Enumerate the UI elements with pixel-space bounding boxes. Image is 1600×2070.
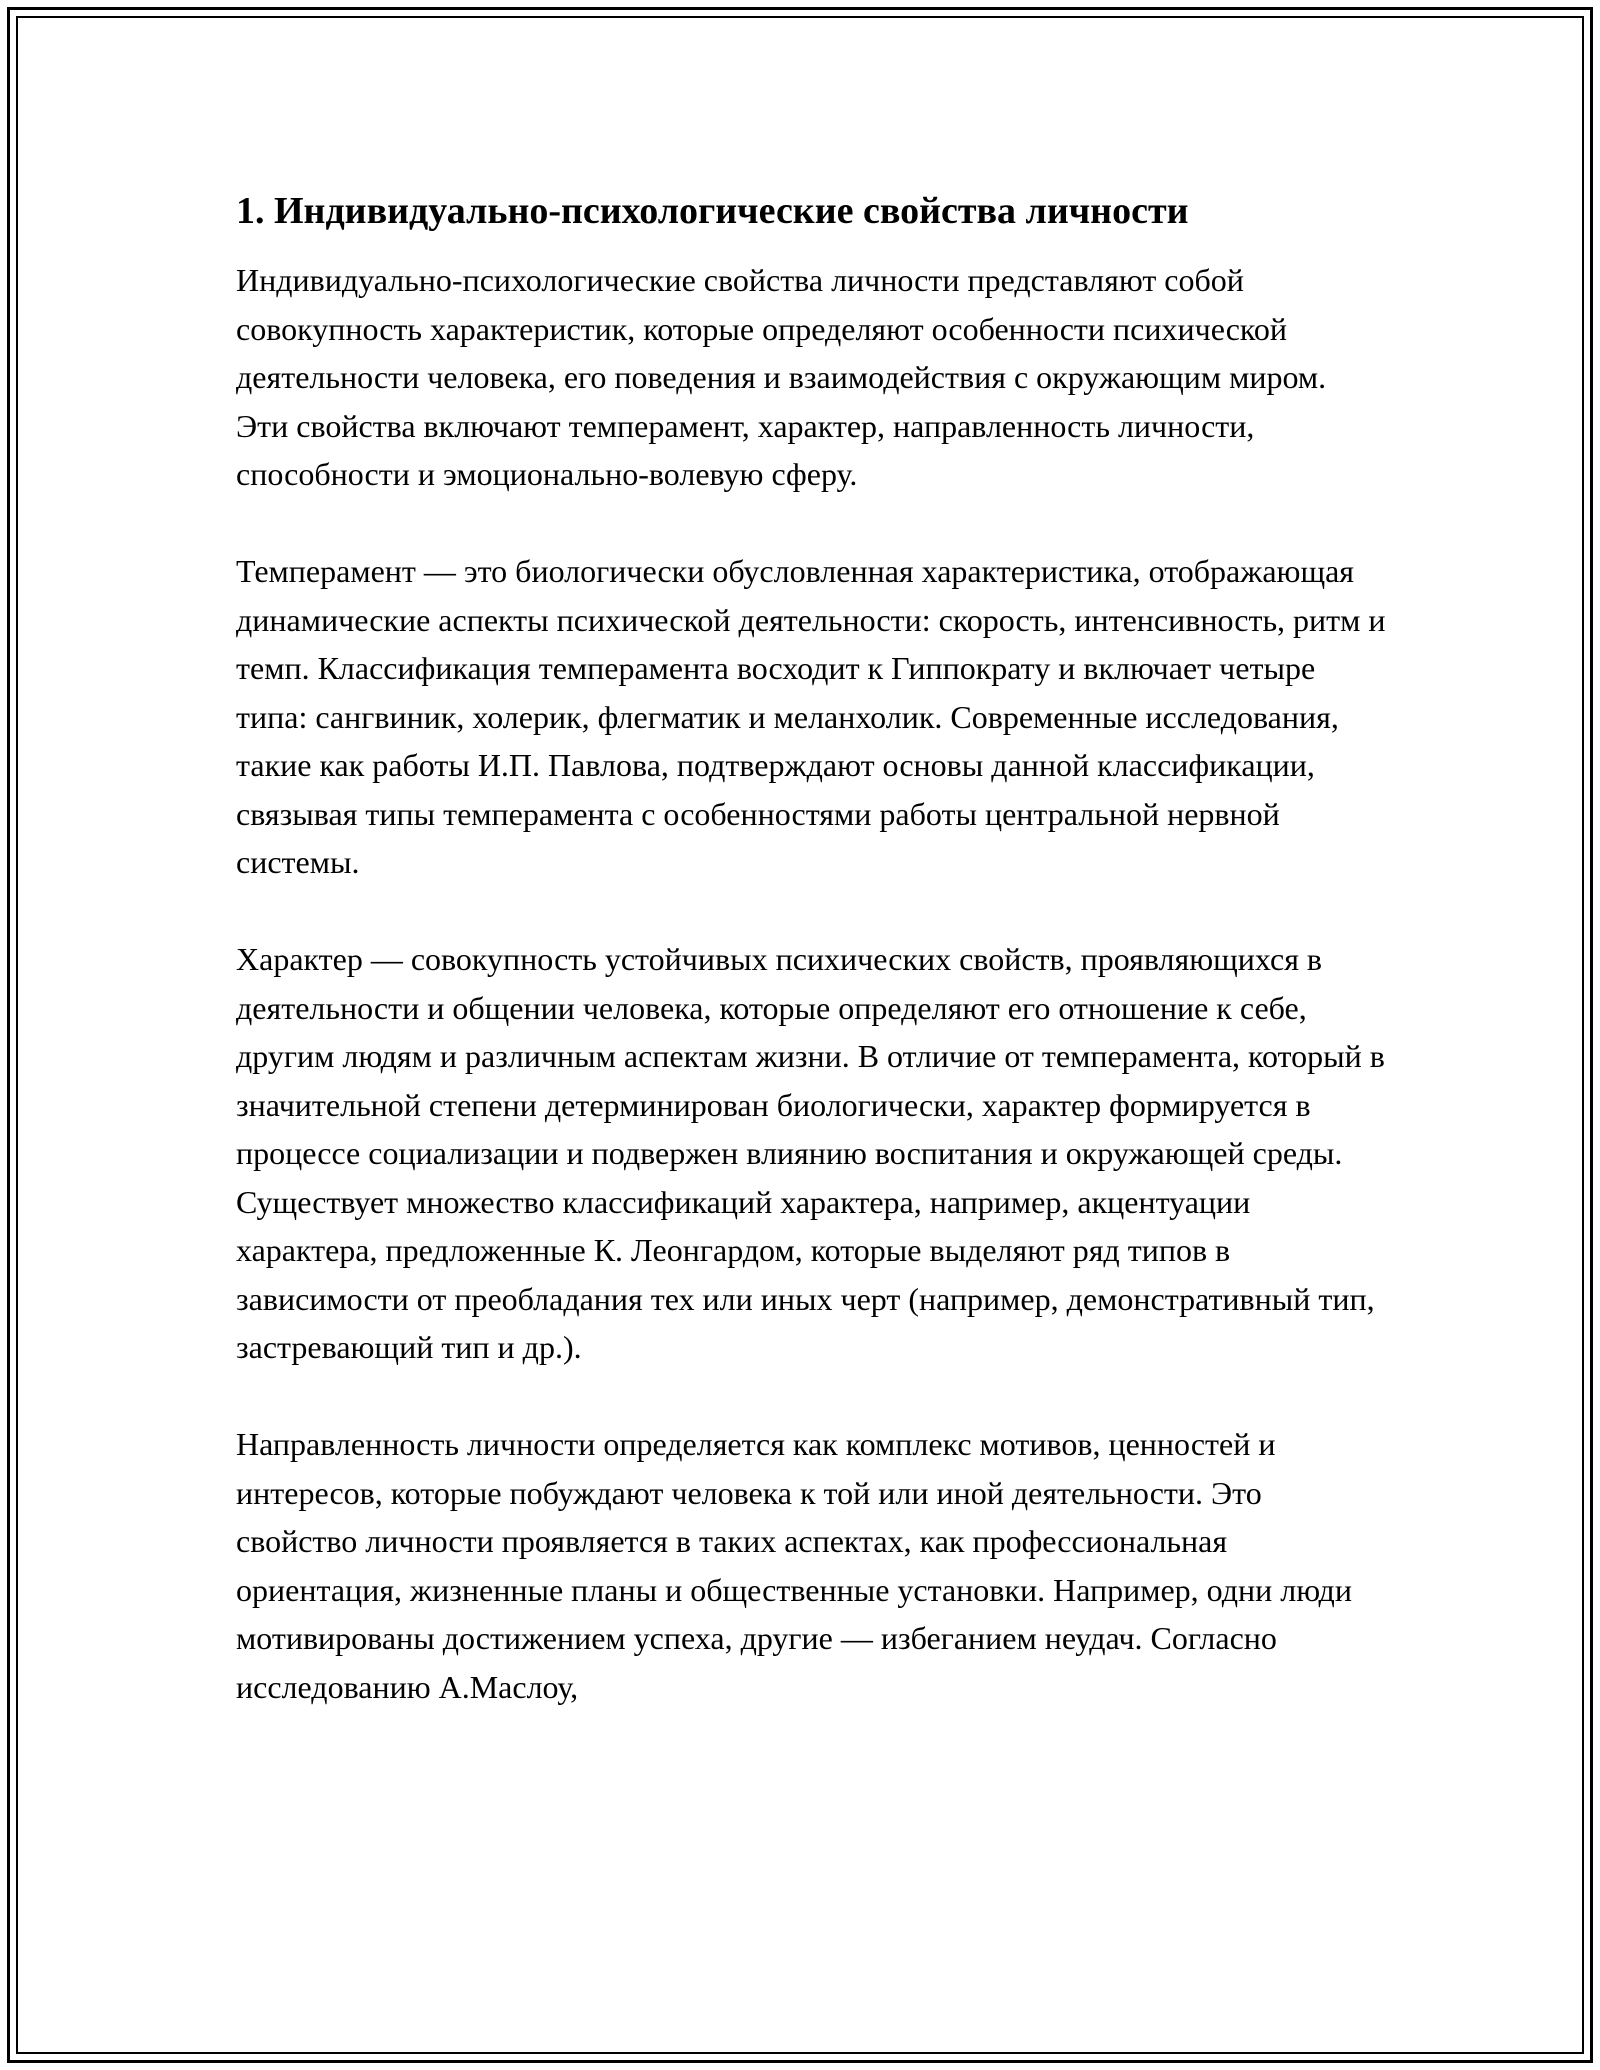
paragraph-temperament: Темперамент — это биологически обусловленная характеристика, отображающая динамические аспекты психической деятельности: скорость, интенсивность, ритм и темп. Классификация темперамента восходит к Гиппократу и включает четыре типа: сангвиник, холерик, флегматик и меланхолик. Современные исследования, такие как работы И.П. Павлова, подтверждают основы данной классификации, связывая типы темперамента с особенностями работы центральной нервной системы.	[236, 553, 1386, 880]
document-body	[236, 186, 1386, 1760]
paragraph-orientation: Направленность личности определяется как комплекс мотивов, ценностей и интересов, которые побуждают человека к той или иной деятельности. Это свойство личности проявляется в таких аспектах, как профессиональная ориентация, жизненные планы и общественные установки. Например, одни люди мотивированы достижением успеха, другие — избеганием неудач. Согласно исследованию А.Маслоу,	[236, 1426, 1352, 1705]
section-heading: 1. Индивидуально-психологические свойства личности	[236, 190, 1189, 232]
paragraph-intro: Индивидуально-психологические свойства личности представляют собой совокупность характеристик, которые определяют особенности психической деятельности человека, его поведения и взаимодействия с окружающим миром. Эти свойства включают темперамент, характер, направленность личности, способности и эмоционально-волевую сферу.	[236, 262, 1327, 492]
paragraph-character: Характер — совокупность устойчивых психических свойств, проявляющихся в деятельности и общении человека, которые определяют его отношение к себе, другим людям и различным аспектам жизни. В отличие от темперамента, который в значительной степени детерминирован биологически, характер формируется в процессе социализации и подвержен влиянию воспитания и окружающей среды. Существует множество классификаций характера, например, акцентуации характера, предложенные К. Леонгардом, которые выделяют ряд типов в зависимости от преобладания тех или иных черт (например, демонстративный тип, застревающий тип и др.).	[236, 941, 1385, 1365]
